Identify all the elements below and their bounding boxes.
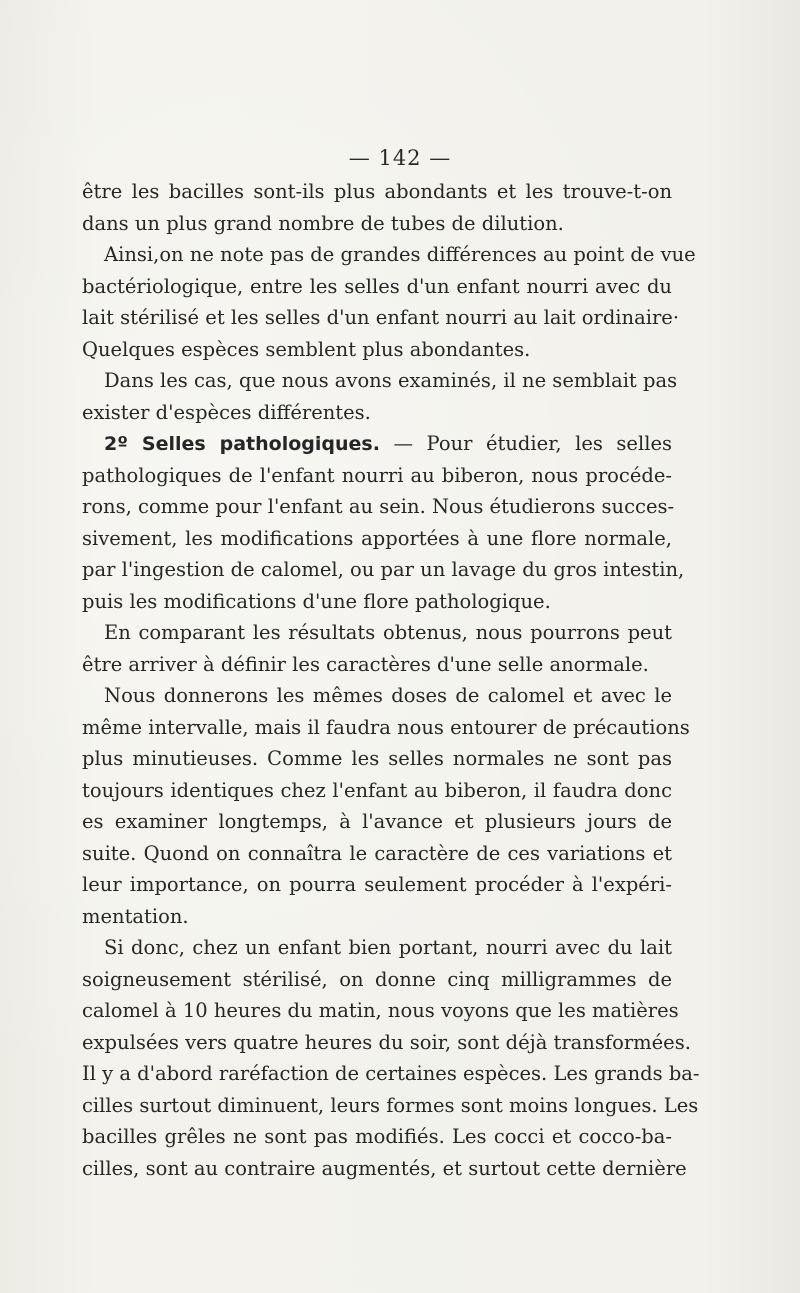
text-line: pathologiques de l'enfant nourri au biberon, nous procéde- <box>82 463 672 487</box>
text-line: soigneusement stérilisé, on donne cinq milligrammes de <box>82 967 672 991</box>
text-line: sivement, les modifications apportées à une flore normale, <box>82 526 672 550</box>
text-line: dans un plus grand nombre de tubes de dilution. <box>82 211 564 235</box>
text-line: lait stérilisé et les selles d'un enfant nourri au lait ordinaire· <box>82 306 680 329</box>
text-line: toujours identiques chez l'enfant au biberon, il faudra donc <box>82 778 672 802</box>
text-line: Quelques espèces semblent plus abondantes. <box>82 337 531 361</box>
text-line: expulsées vers quatre heures du soir, sont déjà transformées. <box>82 1030 691 1054</box>
section-heading-rest: — Pour étudier, les selles <box>379 432 672 455</box>
text-line: cilles surtout diminuent, leurs formes sont moins longues. Les <box>82 1093 699 1117</box>
text-line: bactériologique, entre les selles d'un enfant nourri avec du <box>82 274 672 298</box>
text-line: Nous donnerons les mêmes doses de calomel et avec le <box>104 684 672 707</box>
text-line: rons, comme pour l'enfant au sein. Nous étudierons succes- <box>82 495 675 518</box>
page-number: — 142 — <box>348 146 452 170</box>
text-line: es examiner longtemps, à l'avance et plusieurs jours de <box>82 810 672 833</box>
text-line: bacilles grêles ne sont pas modifiés. Les cocci et cocco-ba- <box>82 1125 672 1148</box>
section-heading: 2º Selles pathologiques. <box>104 433 380 455</box>
text-line: mentation. <box>82 904 189 928</box>
text-line: par l'ingestion de calomel, ou par un lavage du gros intestin, <box>82 558 685 581</box>
text-line: puis les modifications d'une flore pathologique. <box>82 589 551 613</box>
text-line: Ainsi,on ne note pas de grandes différences au point de vue <box>104 243 696 266</box>
text-line: cilles, sont au contraire augmentés, et surtout cette dernière <box>82 1156 687 1180</box>
text-line: Dans les cas, que nous avons examinés, il ne semblait pas <box>104 369 678 392</box>
text-line: suite. Quond on connaîtra le caractère de ces variations et <box>82 841 672 865</box>
text-line <box>82 428 672 460</box>
text-line: leur importance, on pourra seulement procéder à l'expéri- <box>82 873 672 896</box>
text-line: être les bacilles sont-ils plus abondants et les trouve-t-on <box>82 180 672 203</box>
text-line: calomel à 10 heures du matin, nous voyons que les matières <box>82 999 679 1022</box>
text-line: Il y a d'abord raréfaction de certaines espèces. Les grands ba- <box>82 1062 700 1085</box>
text-line: Si donc, chez un enfant bien portant, nourri avec du lait <box>104 936 672 959</box>
text-line: être arriver à définir les caractères d'une selle anormale. <box>82 652 649 676</box>
text-line: même intervalle, mais il faudra nous entourer de précautions <box>82 715 690 739</box>
body-text <box>82 176 700 1184</box>
text-line: plus minutieuses. Comme les selles normales ne sont pas <box>82 747 672 770</box>
text-line: exister d'espèces différentes. <box>82 400 371 424</box>
text-line: En comparant les résultats obtenus, nous pourrons peut <box>104 621 672 644</box>
